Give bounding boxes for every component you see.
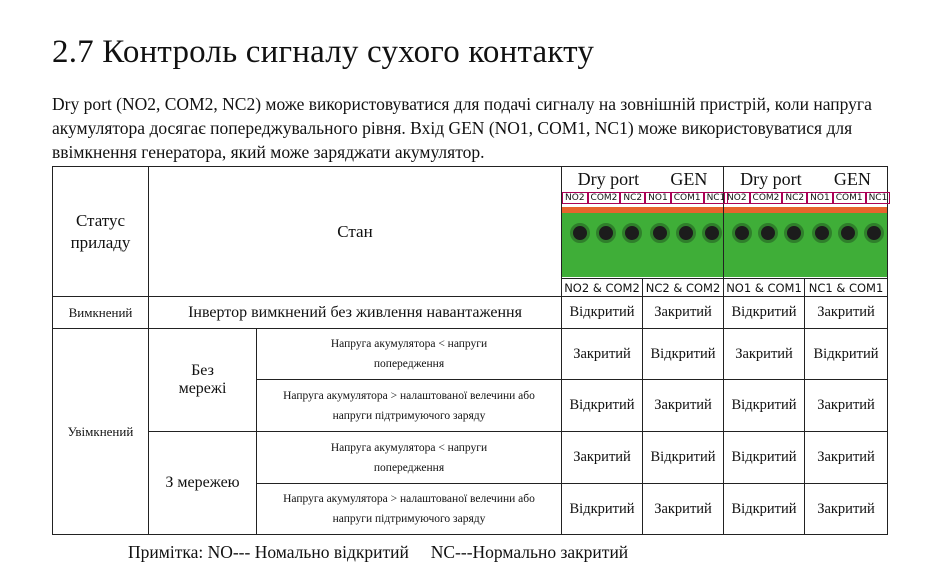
header-status: Статус приладу [53, 167, 149, 297]
cell-value: Відкритий [643, 329, 724, 380]
intro-paragraph: Dry port (NO2, COM2, NC2) може використовуватися для подачі сигналу на зовнішній пристрій, коли напруга акумулятора досягає попереджувального рівня. Вхід GEN (NO1, COM1, NC1) може використовуватися для ввімкнення генератора, який може заряджати акумулятор. [52, 94, 872, 162]
cell-value: Закритий [562, 329, 643, 380]
col-no2-com2: NO2 & COM2 [562, 279, 643, 297]
cell-value: Відкритий [724, 432, 805, 484]
footnote: Примітка: NO--- Номально відкритий NC---Нормально закритий [128, 542, 629, 562]
mode-grid: З мережею [149, 432, 257, 535]
condition-text: Напруга акумулятора > налаштованої велечини або напруги підтримуючого заряду [257, 484, 562, 535]
pin-label: NO2 [724, 192, 750, 204]
cell-value: Закритий [805, 380, 888, 432]
state-off: Інвертор вимкнений без живлення навантаження [149, 297, 562, 329]
cell-value: Відкритий [724, 380, 805, 432]
pin-label: NC2 [620, 192, 645, 204]
pin-label: COM2 [588, 192, 621, 204]
connector-image-right [724, 167, 888, 279]
pin-label: NC2 [782, 192, 807, 204]
mode-no-grid: Без мережі [149, 329, 257, 432]
col-nc1-com1: NC1 & COM1 [805, 279, 888, 297]
col-no1-com1: NO1 & COM1 [724, 279, 805, 297]
pin-label: NC1 [866, 192, 891, 204]
pin-label: NC1 [704, 192, 729, 204]
status-on: Увімкнений [53, 329, 149, 535]
pin-label: COM2 [750, 192, 783, 204]
dry-contact-table [52, 166, 888, 535]
connector-image-left [562, 167, 724, 279]
status-off: Вимкнений [53, 297, 149, 329]
pin-label: NO1 [807, 192, 833, 204]
pin-label: COM1 [671, 192, 704, 204]
cell-value: Закритий [805, 484, 888, 535]
condition-text: Напруга акумулятора > налаштованої велечини або напруги підтримуючого заряду [257, 380, 562, 432]
condition-text: Напруга акумулятора < напруги попередження [257, 329, 562, 380]
cell-value: Відкритий [805, 329, 888, 380]
terminal-block-graphic [562, 207, 723, 277]
cell-value: Закритий [643, 484, 724, 535]
cell-value: Відкритий [562, 484, 643, 535]
pin-label: COM1 [833, 192, 866, 204]
cell-value: Закритий [643, 297, 724, 329]
cell-value: Закритий [805, 432, 888, 484]
pin-label: NO2 [562, 192, 588, 204]
gen-label: GEN [670, 169, 708, 189]
cell-value: Закритий [562, 432, 643, 484]
dry-port-label: Dry port [577, 169, 640, 189]
cell-value: Відкритий [724, 297, 805, 329]
cell-value: Закритий [724, 329, 805, 380]
cell-value: Відкритий [562, 297, 643, 329]
section-title: 2.7 Контроль сигналу сухого контакту [52, 34, 595, 70]
dry-port-label: Dry port [740, 169, 802, 189]
pin-label: NO1 [645, 192, 671, 204]
header-state: Стан [149, 167, 562, 297]
cell-value: Закритий [643, 380, 724, 432]
cell-value: Відкритий [724, 484, 805, 535]
cell-value: Відкритий [562, 380, 643, 432]
condition-text: Напруга акумулятора < напруги попередження [257, 432, 562, 484]
cell-value: Закритий [805, 297, 888, 329]
col-nc2-com2: NC2 & COM2 [643, 279, 724, 297]
cell-value: Відкритий [643, 432, 724, 484]
terminal-block-graphic [724, 207, 887, 277]
gen-label: GEN [833, 169, 871, 189]
